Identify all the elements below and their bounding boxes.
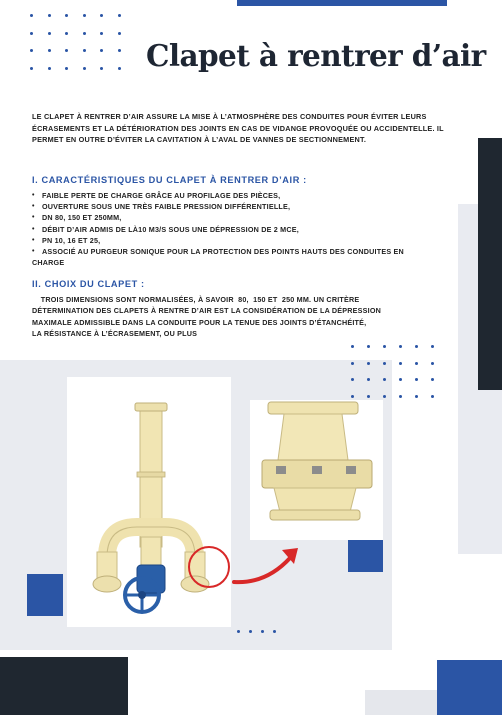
top-accent-bar bbox=[237, 0, 447, 6]
page-title: Clapet à rentrer d’air bbox=[146, 38, 486, 73]
list-item-continuation: CHARGE bbox=[32, 258, 65, 268]
air-valve-closeup-photo bbox=[250, 400, 383, 540]
list-item: • DN 80, 150 ET 250MM, bbox=[32, 212, 452, 223]
characteristics-list bbox=[32, 190, 452, 268]
choice-line: MAXIMALE ADMISSIBLE DANS LA CONDUITE POUR LA TENUE DES JOINTS D’ÉTANCHÉITÉ, bbox=[32, 317, 367, 327]
dot-grid-right bbox=[351, 345, 434, 398]
choice-line: LA RÉSISTANCE À L’ÉCRASEMENT, OU PLUS bbox=[32, 329, 198, 339]
curved-red-arrow-icon bbox=[226, 540, 306, 600]
list-item: • OUVERTURE SOUS UNE TRÈS FAIBLE PRESSION DIFFÉRENTIELLE, bbox=[32, 201, 452, 212]
right-dark-panel bbox=[478, 138, 502, 390]
choice-paragraph bbox=[32, 294, 452, 340]
bottom-grey-block bbox=[365, 690, 440, 715]
dot-row-bottom bbox=[237, 630, 276, 633]
air-valve-closeup-illustration bbox=[250, 400, 383, 540]
section-1-heading: I. CARACTÉRISTIQUES DU CLAPET À RENTRER D’AIR : bbox=[32, 175, 307, 185]
choice-line: DÉTERMINATION DES CLAPETS À RENTRE D’AIR EST LA CONSIDÉRATION DE LA DÉPRESSION bbox=[32, 306, 382, 316]
section-2-heading: II. CHOIX DU CLAPET : bbox=[32, 279, 145, 289]
bottom-dark-block bbox=[0, 657, 128, 715]
bottom-blue-block bbox=[437, 660, 502, 715]
dot-grid-top-left bbox=[30, 14, 121, 70]
blue-square-right bbox=[348, 540, 383, 572]
blue-square-left bbox=[27, 574, 63, 616]
valve-assembly-illustration bbox=[67, 377, 231, 627]
list-item: • FAIBLE PERTE DE CHARGE GRÂCE AU PROFILAGE DES PIÈCES, bbox=[32, 190, 452, 201]
choice-line: TROIS DIMENSIONS SONT NORMALISÉES, À SAVOIR 80, 150 ET 250 MM. UN CRITÈRE bbox=[32, 295, 360, 304]
valve-assembly-photo bbox=[67, 377, 231, 627]
intro-paragraph: LE CLAPET À RENTRER D’AIR ASSURE LA MISE À L’ATMOSPHÈRE DES CONDUITES POUR ÉVITER LEURS ÉCRASEMENTS ET LA DÉTÉRIORATION DES JOINTS EN CAS DE VIDANGE PROVOQUÉE OU ACCIDENTELLE. IL PERMET EN OUTRE D’ÉVITER LA CAVITATION À L’AVAL DE VANNES DE SECTIONNEMENT. bbox=[32, 112, 444, 144]
list-item: • DÉBIT D’AIR ADMIS DE LÀ10 M3/S SOUS UNE DÉPRESSION DE 2 MCE, bbox=[32, 224, 452, 235]
list-item: • PN 10, 16 ET 25, bbox=[32, 235, 452, 246]
list-item: • ASSOCIÉ AU PURGEUR SONIQUE POUR LA PROTECTION DES POINTS HAUTS DES CONDUITES EN bbox=[32, 246, 452, 257]
